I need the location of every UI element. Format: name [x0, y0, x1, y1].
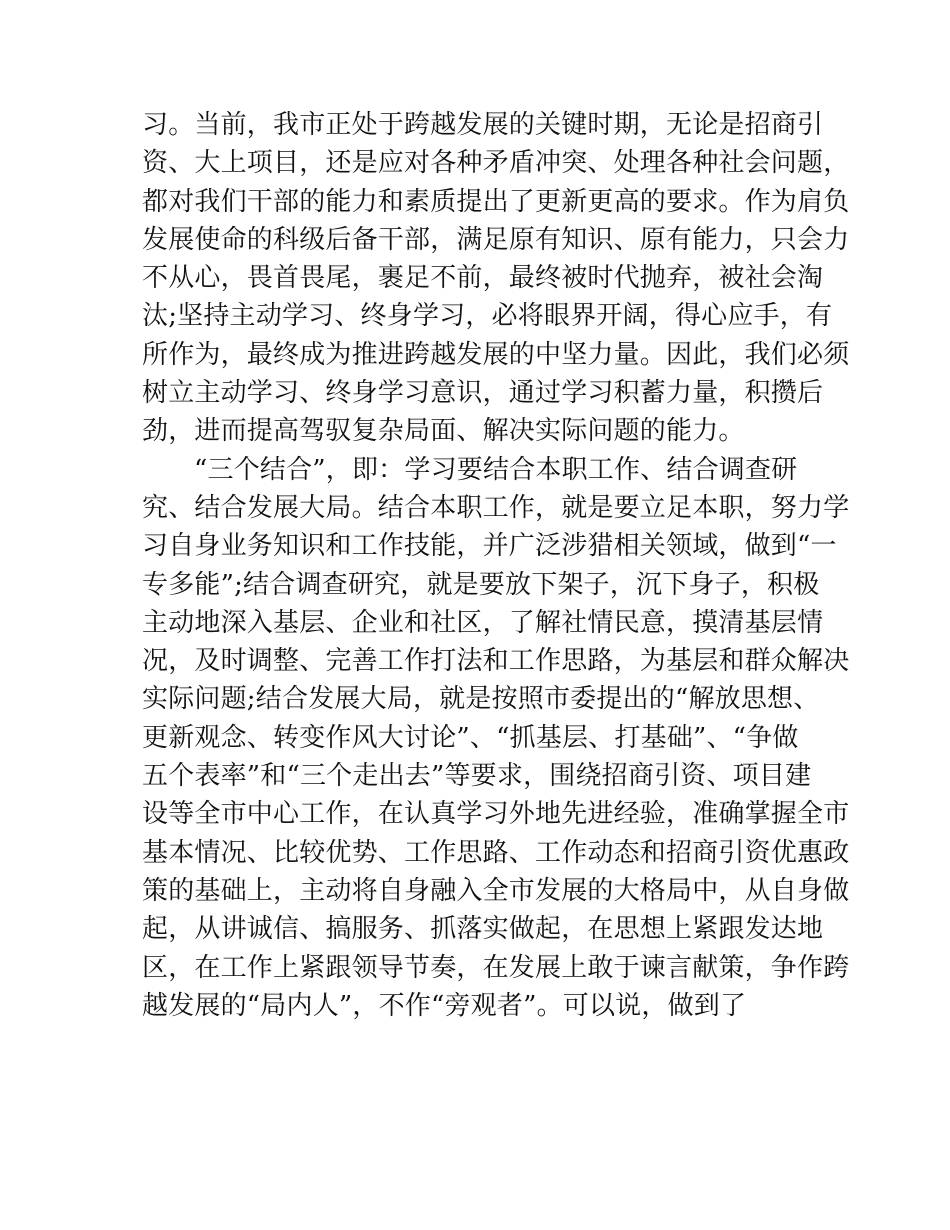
- paragraph-2-line: 究、结合发展大局。结合本职工作，就是要立足本职，努力学: [142, 492, 850, 523]
- paragraph-1-line: 都对我们干部的能力和素质提出了更新更高的要求。作为肩负: [142, 186, 850, 217]
- paragraph-2-line: 况，及时调整、完善工作打法和工作思路，为基层和群众解决: [142, 646, 850, 677]
- paragraph-2-line: 策的基础上，主动将自身融入全市发展的大格局中，从自身做: [142, 875, 850, 906]
- paragraph-2-line: 更新观念、转变作风大讨论”、“抓基层、打基础”、“争做: [142, 722, 799, 753]
- paragraph-2-line: 起，从讲诚信、搞服务、抓落实做起，在思想上紧跟发达地: [142, 914, 824, 945]
- paragraph-1-line: 发展使命的科级后备干部，满足原有知识、原有能力，只会力: [142, 224, 850, 255]
- paragraph-1-line: 不从心，畏首畏尾，裹足不前，最终被时代抛弃，被社会淘: [142, 263, 824, 294]
- paragraph-1-line: 资、大上项目，还是应对各种矛盾冲突、处理各种社会问题，: [142, 148, 850, 179]
- paragraph-2-line: 专多能”;结合调查研究，就是要放下架子，沉下身子，积极: [142, 569, 820, 600]
- paragraph-2-line: 实际问题;结合发展大局，就是按照市委提出的“解放思想、: [142, 684, 820, 715]
- paragraph-1-line: 所作为，最终成为推进跨越发展的中坚力量。因此，我们必须: [142, 339, 850, 370]
- paragraph-2-first-line: “三个结合”，即：学习要结合本职工作、结合调查研: [194, 454, 798, 485]
- paragraph-2-line: 主动地深入基层、企业和社区，了解社情民意，摸清基层情: [142, 607, 824, 638]
- paragraph-1-line: 劲，进而提高驾驭复杂局面、解决实际问题的能力。: [142, 416, 745, 447]
- paragraph-1-line: 树立主动学习、终身学习意识，通过学习积蓄力量，积攒后: [142, 378, 824, 409]
- paragraph-2-line: 越发展的“局内人”，不作“旁观者”。可以说，做到了: [142, 990, 747, 1021]
- paragraph-1: [142, 106, 850, 451]
- paragraph-1-line: 汰;坚持主动学习、终身学习，必将眼界开阔，得心应手，有: [142, 301, 833, 332]
- paragraph-2-line: 五个表率”和“三个走出去”等要求，围绕招商引资、项目建: [142, 761, 812, 792]
- paragraph-2-line: 基本情况、比较优势、工作思路、工作动态和招商引资优惠政: [142, 837, 850, 868]
- paragraph-2: [142, 451, 850, 1025]
- paragraph-2-line: 区，在工作上紧跟领导节奏，在发展上敢于谏言献策，争作跨: [142, 952, 850, 983]
- paragraph-2-line: 习自身业务知识和工作技能，并广泛涉猎相关领域，做到“一: [142, 531, 837, 562]
- paragraph-2-line: 设等全市中心工作，在认真学习外地先进经验，准确掌握全市: [142, 799, 850, 830]
- document-body: [142, 106, 850, 1025]
- paragraph-1-line: 习。当前，我市正处于跨越发展的关键时期，无论是招商引: [142, 110, 824, 140]
